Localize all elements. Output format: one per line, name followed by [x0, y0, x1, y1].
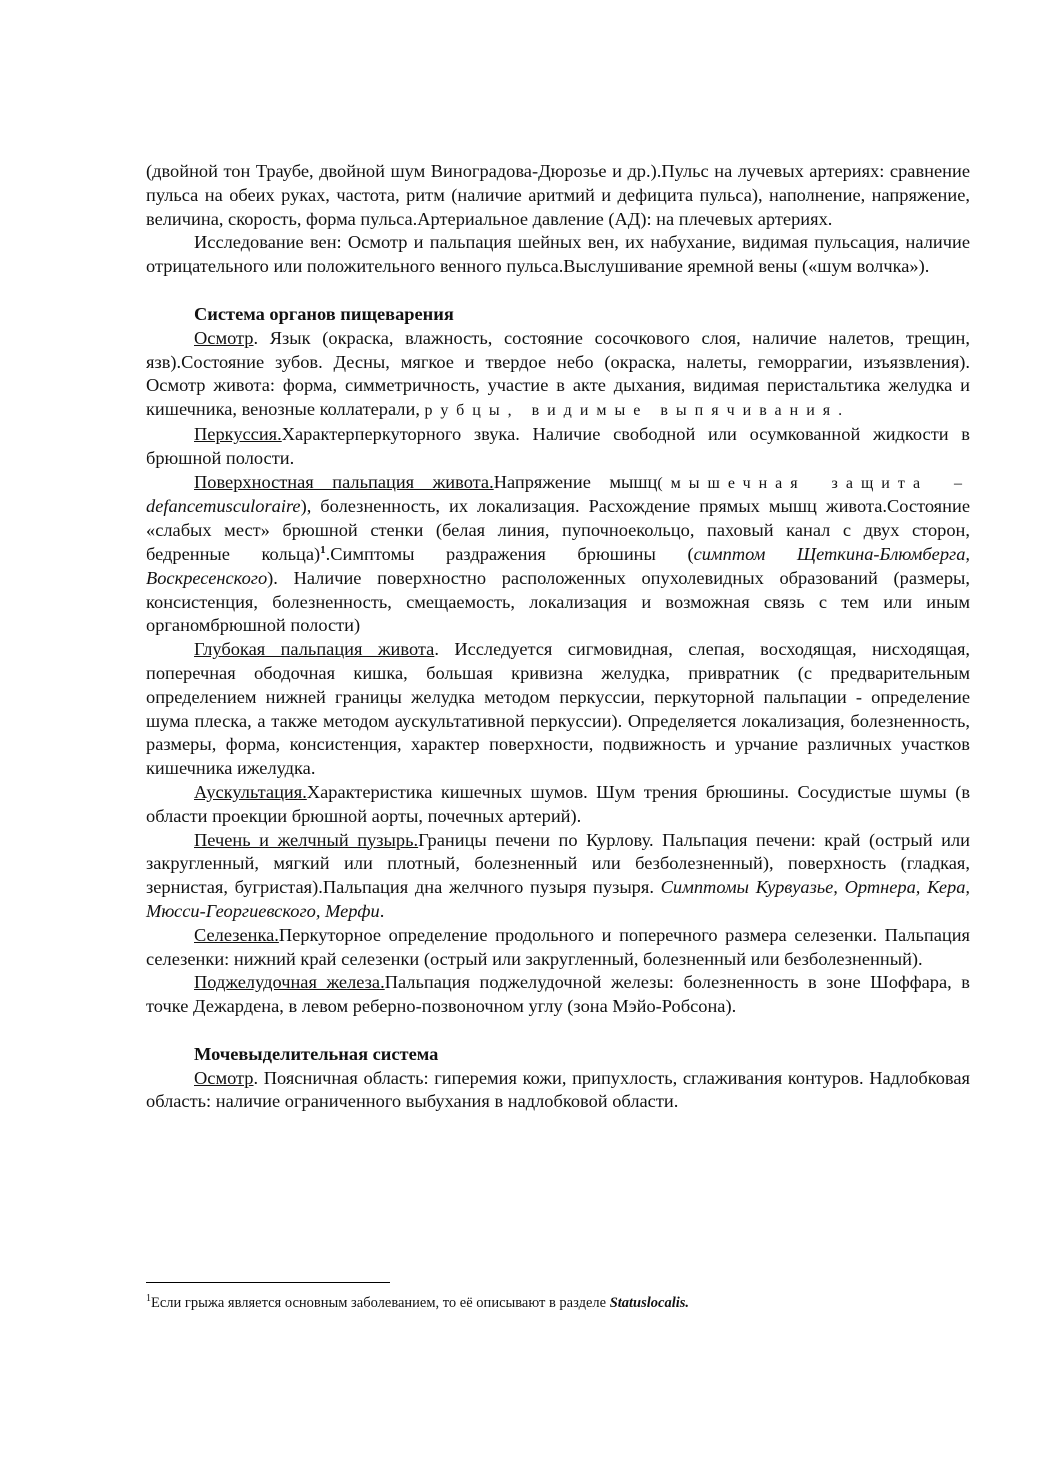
paragraph-deep-palpation — [146, 638, 970, 781]
text-surface-1: Напряжение мышц — [493, 471, 658, 492]
section-gap — [146, 1019, 970, 1043]
section-heading-digestive: Система органов пищеварения — [194, 303, 454, 324]
paragraph-urinary-inspection — [146, 1067, 970, 1115]
label-auscultation: Аускультация. — [194, 781, 307, 802]
text-inspection: . Язык (окраска, влажность, состояние сосочкового слоя, наличие налетов, трещин, язв).Состояние зубов. Десны, мягкое и твердое небо (окраска, налеты, геморрагии, изъязвления). Осмотр живота: форма, симметричность, участие в акте дыхания, видимая перистальтика желудка и кишечника, венозные коллатерали, — [146, 327, 970, 420]
paragraph-auscultation — [146, 781, 970, 829]
text-percussion: Характерперкуторного звука. Наличие свободной или осумкованной жидкости в брюшной полости. — [146, 423, 970, 468]
text-surface-3: .Симптомы раздражения брюшины ( — [325, 543, 694, 564]
paragraph-pancreas — [146, 971, 970, 1019]
text-liver-end: . — [379, 900, 385, 921]
label-surface-palpation: Поверхностная пальпация живота. — [194, 471, 494, 492]
paragraph-veins: Исследование вен: Осмотр и пальпация шейных вен, их набухание, видимая пульсация, наличие отрицательного или положительного венного пульса.Выслушивание яремной вены («шум волчка»). — [146, 232, 970, 277]
text-urinary-inspection: . Поясничная область: гиперемия кожи, припухлость, сглаживания контуров. Надлобковая область: наличие ограниченного выбухания в надлобковой области. — [146, 1067, 970, 1112]
footnote-term: Statuslocalis. — [609, 1295, 690, 1311]
label-pancreas: Поджелудочная железа. — [194, 972, 385, 993]
text-liver: Границы печени по Курлову. Пальпация печени: край (острый или закругленный, мягкий или плотный, болезненный или безболезненный), поверхность (гладкая, зернистая, бугристая).Пальпация дна желчного пузыря пузыря. — [146, 829, 970, 898]
paragraph-liver — [146, 829, 970, 924]
paragraph-percussion — [146, 423, 970, 471]
text-auscultation: Характеристика кишечных шумов. Шум трения брюшины. Сосудистые шумы (в области проекции брюшной аорты, почечных артерий). — [146, 781, 970, 826]
footnote-ref: 1 — [320, 543, 326, 556]
paragraph-pulse: (двойной тон Траубе, двойной шум Виноградова-Дюрозье и др.).Пульс на лучевых артериях: сравнение пульса на обеих руках, частота, ритм (наличие аритмий и дефицита пульса), наполнение, напряжение, величина, скорость, форма пульса.Артериальное давление (АД): на плечевых артериях. — [146, 161, 970, 229]
paragraph-surface-palpation — [146, 471, 970, 639]
footnote-text: Если грыжа является основным заболеванием, то её описывают в разделе — [151, 1295, 610, 1311]
label-urinary-inspection: Осмотр — [194, 1067, 254, 1088]
text-inspection-spaced: рубцы, видимые выпячивания. — [424, 402, 851, 420]
text-spleen: Перкуторное определение продольного и поперечного размера селезенки. Пальпация селезенки: нижний край селезенки (острый или закругленный, болезненный или безболезненный). — [146, 924, 970, 969]
label-spleen: Селезенка. — [194, 924, 279, 945]
text-deep-palpation: . Исследуется сигмовидная, слепая, восходящая, нисходящая, поперечная ободочная кишка, большая кривизна желудка, привратник (с предварительным определением нижней границы желудка методом перкуссии, перкуторной пальпации - определение шума плеска, а также методом аускультативной перкуссии). Определяется локализация, болезненность, размеры, форма, консистенция, характер поверхности, подвижность и урчание различных участков кишечника ижелудка. — [146, 639, 970, 779]
text-surface-2: ), болезненность, их локализация. Расхождение прямых мышц живота.Состояние «слабых мест» брюшной стенки (белая линия, пупочноекольцо, паховый канал с двух сторон, бедренные кольца) — [146, 496, 970, 564]
footnote — [146, 1294, 970, 1312]
section-heading-urinary: Мочевыделительная система — [194, 1043, 439, 1064]
label-inspection: Осмотр — [194, 327, 254, 348]
footnote-number: 1 — [146, 1293, 151, 1305]
text-liver-italic: Симптомы Курвуазье, Ортнера, Кера, Мюсси-Георгиевского, Мерфи — [146, 877, 971, 921]
text-surface-4: ). Наличие поверхностно расположенных опухолевидных образований (размеры, консистенция, болезненность, смещаемость, локализация и возможная связь с тем или иным органомбрюшной полости) — [146, 567, 970, 636]
text-surface-spaced: (мышечная защита – — [657, 474, 971, 492]
label-deep-palpation: Глубокая пальпация живота — [194, 639, 435, 660]
text-surface-italic-2: симптом Щеткина-Блюмберга, Воскресенского — [146, 543, 970, 588]
paragraph-inspection — [146, 327, 970, 423]
section-gap — [146, 279, 970, 303]
label-percussion: Перкуссия. — [194, 423, 282, 444]
text-pancreas: Пальпация поджелудочной железы: болезненность в зоне Шоффара, в точке Дежардена, в левом реберно-позвоночном углу (зона Мэйо-Робсона). — [146, 972, 970, 1017]
label-liver: Печень и желчный пузырь. — [194, 829, 419, 850]
document-body — [146, 160, 970, 1114]
footnote-separator — [146, 1282, 390, 1283]
text-surface-italic: defancemusculoraire — [146, 496, 301, 517]
paragraph-spleen — [146, 924, 970, 972]
